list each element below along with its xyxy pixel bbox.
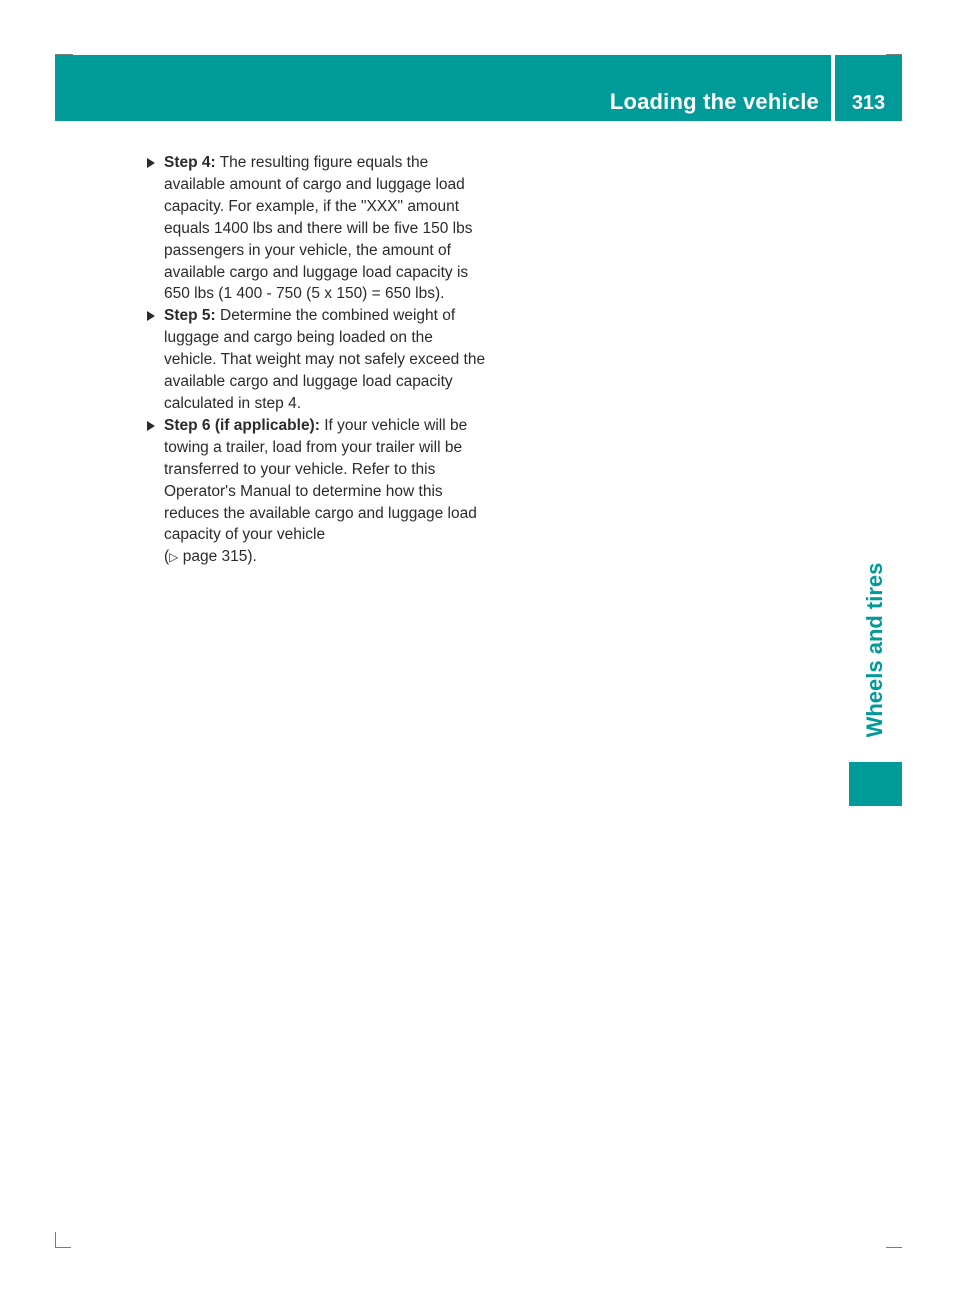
step-text: The resulting figure equals the available amount of cargo and luggage load capacity. For example, if the "XXX" amount equals 1400 lbs and there will be five 150 lbs passengers in your vehicle, the amount of available cargo and luggage load capacity is 650 lbs (1 400 - 750 (5 x 150) = 650 lbs). — [164, 154, 473, 303]
instruction-step-4 — [146, 152, 486, 305]
instruction-list — [146, 152, 486, 569]
step-arrow-icon — [147, 311, 155, 321]
page-reference[interactable] — [164, 548, 257, 565]
chapter-label: Wheels and tires — [862, 562, 887, 738]
crop-mark-bottom-left-h — [55, 1247, 71, 1248]
ref-text: page 315). — [178, 548, 257, 566]
instruction-step-6 — [146, 415, 486, 569]
crop-mark-bottom-left-v — [55, 1232, 56, 1248]
step-arrow-icon — [147, 158, 155, 168]
step-label: Step 4: — [164, 154, 216, 171]
triangle-right-icon: ▷ — [169, 550, 179, 565]
page-number: 313 — [851, 92, 886, 114]
section-title: Loading the vehicle — [609, 89, 819, 114]
step-text: If your vehicle will be towing a trailer, load from your trailer will be transferred to your vehicle. Refer to this Operator's Manual to determine how this reduces the available cargo and luggage load capacity of your vehicle — [164, 416, 477, 544]
page-number-box — [835, 55, 902, 121]
ref-open-paren: ( — [164, 548, 170, 566]
step-text: Determine the combined weight of luggage and cargo being loaded on the vehicle. That weight may not safely exceed the available cargo and luggage load capacity calculated in step 4. — [164, 307, 486, 412]
step-label: Step 6 (if applicable): — [164, 416, 320, 434]
instruction-step-5 — [146, 305, 486, 415]
step-label: Step 5: — [164, 307, 216, 325]
crop-mark-bottom-right-h — [886, 1247, 902, 1248]
step-arrow-icon — [147, 421, 155, 431]
chapter-tab-marker — [849, 762, 902, 806]
chapter-side-tab — [849, 540, 902, 760]
page-header — [55, 55, 831, 121]
